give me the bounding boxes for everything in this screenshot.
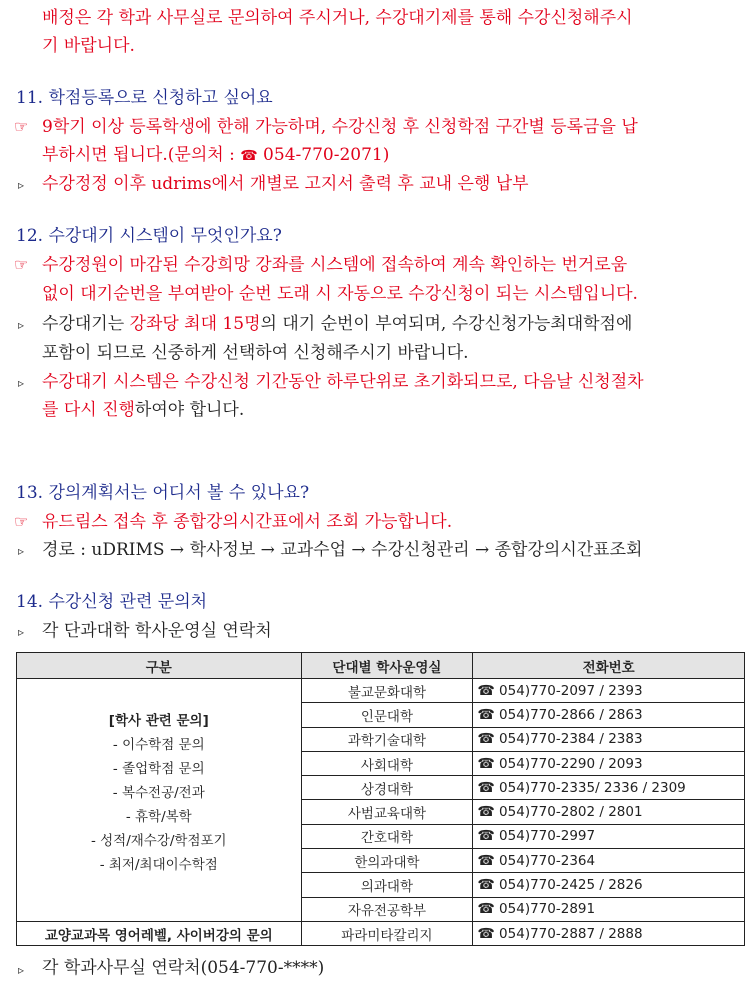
q14-heading: 14. 수강신청 관련 문의처 [16, 592, 208, 612]
phone-icon: ☎ [477, 925, 495, 942]
phone-number-cell [473, 776, 745, 800]
q11-answer-1-line-2: 부하시면 됩니다.(문의처 : ☎ 054-770-2071) [42, 145, 390, 165]
phone-number-cell [473, 751, 745, 775]
pointing-hand-icon: ☞ [14, 117, 29, 136]
phone-icon: ☎ [477, 731, 495, 748]
phone-icon: ☎ [240, 148, 258, 164]
phone-number: 054)770-2290 / 2093 [494, 755, 643, 772]
q12-heading: 12. 수강대기 시스템이 무엇인가요? [16, 226, 282, 246]
college-name: 사범교육대학 [301, 800, 473, 824]
q11-answer-1-line-1: 9학기 이상 등록학생에 한해 가능하며, 수강신청 후 신청학점 구간별 등록금을 납 [42, 117, 638, 137]
phone-number-cell [473, 849, 745, 873]
triangle-bullet-icon: ▹ [18, 376, 25, 390]
contact-table [16, 652, 745, 946]
academic-inquiry-item: - 복수전공/전과 [112, 785, 205, 801]
triangle-bullet-icon: ▹ [18, 318, 25, 332]
academic-inquiry-cell [17, 679, 302, 922]
academic-inquiry-title: [학사 관련 문의] [108, 713, 209, 729]
college-name: 의과대학 [301, 873, 473, 897]
college-name: 사회대학 [301, 751, 473, 775]
phone-number-cell [473, 921, 745, 945]
college-name: 상경대학 [301, 776, 473, 800]
academic-inquiry-item: - 휴학/복학 [125, 809, 192, 825]
phone-icon: ☎ [477, 755, 495, 772]
phone-number-cell [473, 703, 745, 727]
pointing-hand-icon: ☞ [14, 255, 29, 274]
triangle-bullet-icon: ▹ [18, 544, 25, 558]
phone-number-cell [473, 873, 745, 897]
liberal-arts-inquiry-cell: 교양교과목 영어레벨, 사이버강의 문의 [17, 921, 302, 945]
q12-answer-2-line-2: 포함이 되므로 신중하게 선택하여 신청해주시기 바랍니다. [42, 343, 469, 363]
phone-number: 054)770-2425 / 2826 [494, 877, 643, 894]
triangle-bullet-icon: ▹ [18, 178, 25, 192]
phone-number: 054)770-2997 [494, 828, 596, 845]
academic-inquiry-item: - 이수학점 문의 [112, 737, 205, 753]
triangle-bullet-icon: ▹ [18, 625, 25, 639]
phone-number-cell [473, 727, 745, 751]
phone-icon: ☎ [477, 901, 495, 918]
q11-answer-2: 수강정정 이후 udrims에서 개별로 고지서 출력 후 교내 은행 납부 [42, 174, 529, 194]
phone-number-cell [473, 824, 745, 848]
phone-icon: ☎ [477, 877, 495, 894]
phone-icon: ☎ [477, 779, 495, 796]
q12-answer-1-line-2: 없이 대기순번을 부여받아 순번 도래 시 자동으로 수강신청이 되는 시스템입니다. [42, 284, 638, 304]
college-name: 과학기술대학 [301, 727, 473, 751]
academic-inquiry-item: - 졸업학점 문의 [112, 761, 205, 777]
intro-line-2: 기 바랍니다. [42, 36, 135, 56]
pointing-hand-icon: ☞ [14, 512, 29, 531]
phone-number: 054)770-2891 [494, 901, 596, 918]
q11-heading: 11. 학점등록으로 신청하고 싶어요 [16, 88, 273, 108]
table-row [17, 679, 745, 703]
phone-number: 054)770-2802 / 2801 [494, 804, 643, 821]
q12-answer-2-line-1: 수강대기는 강좌당 최대 15명의 대기 순번이 부여되며, 수강신청가능최대학점에 [42, 314, 633, 334]
q14-subheading-2: 각 학과사무실 연락처(054-770-****) [42, 958, 325, 978]
phone-number: 054)770-2866 / 2863 [494, 706, 643, 723]
q13-answer-2: 경로 : uDRIMS → 학사정보 → 교과수업 → 수강신청관리 → 종합강의시간표조회 [42, 540, 643, 560]
phone-icon: ☎ [477, 706, 495, 723]
phone-icon: ☎ [477, 682, 495, 699]
phone-icon: ☎ [477, 828, 495, 845]
phone-number: 054)770-2364 [494, 852, 596, 869]
academic-inquiry-item: - 성적/재수강/학점포기 [90, 833, 227, 849]
q13-heading: 13. 강의계획서는 어디서 볼 수 있나요? [16, 483, 310, 503]
college-name: 파라미타칼리지 [301, 921, 473, 945]
college-name: 자유전공학부 [301, 897, 473, 921]
header-category: 구분 [17, 653, 302, 679]
phone-number-cell [473, 679, 745, 703]
college-name: 한의과대학 [301, 849, 473, 873]
phone-number: 054)770-2384 / 2383 [494, 731, 643, 748]
triangle-bullet-icon: ▹ [18, 963, 25, 977]
intro-line-1: 배정은 각 학과 사무실로 문의하여 주시거나, 수강대기제를 통해 수강신청해주시 [42, 8, 633, 28]
table-row [17, 921, 745, 945]
college-name: 인문대학 [301, 703, 473, 727]
q13-answer-1: 유드림스 접속 후 종합강의시간표에서 조회 가능합니다. [42, 512, 453, 532]
college-name: 불교문화대학 [301, 679, 473, 703]
college-name: 간호대학 [301, 824, 473, 848]
q12-answer-3-line-1: 수강대기 시스템은 수강신청 기간동안 하루단위로 초기화되므로, 다음날 신청절차 [42, 372, 644, 392]
phone-number-cell [473, 800, 745, 824]
header-office: 단대별 학사운영실 [301, 653, 473, 679]
phone-number: 054)770-2887 / 2888 [494, 925, 643, 942]
phone-number: 054)770-2335/ 2336 / 2309 [494, 779, 686, 796]
table-header-row [17, 653, 745, 679]
q14-subheading-1: 각 단과대학 학사운영실 연락처 [42, 621, 272, 641]
phone-number-cell [473, 897, 745, 921]
phone-icon: ☎ [477, 804, 495, 821]
q12-answer-3-line-2: 를 다시 진행하여야 합니다. [42, 400, 245, 420]
phone-number: 054)770-2097 / 2393 [494, 682, 643, 699]
header-phone: 전화번호 [473, 653, 745, 679]
phone-icon: ☎ [477, 852, 495, 869]
q12-answer-1-line-1: 수강정원이 마감된 수강희망 강좌를 시스템에 접속하여 계속 확인하는 번거로움 [42, 255, 628, 275]
academic-inquiry-item: - 최저/최대이수학점 [99, 857, 218, 873]
